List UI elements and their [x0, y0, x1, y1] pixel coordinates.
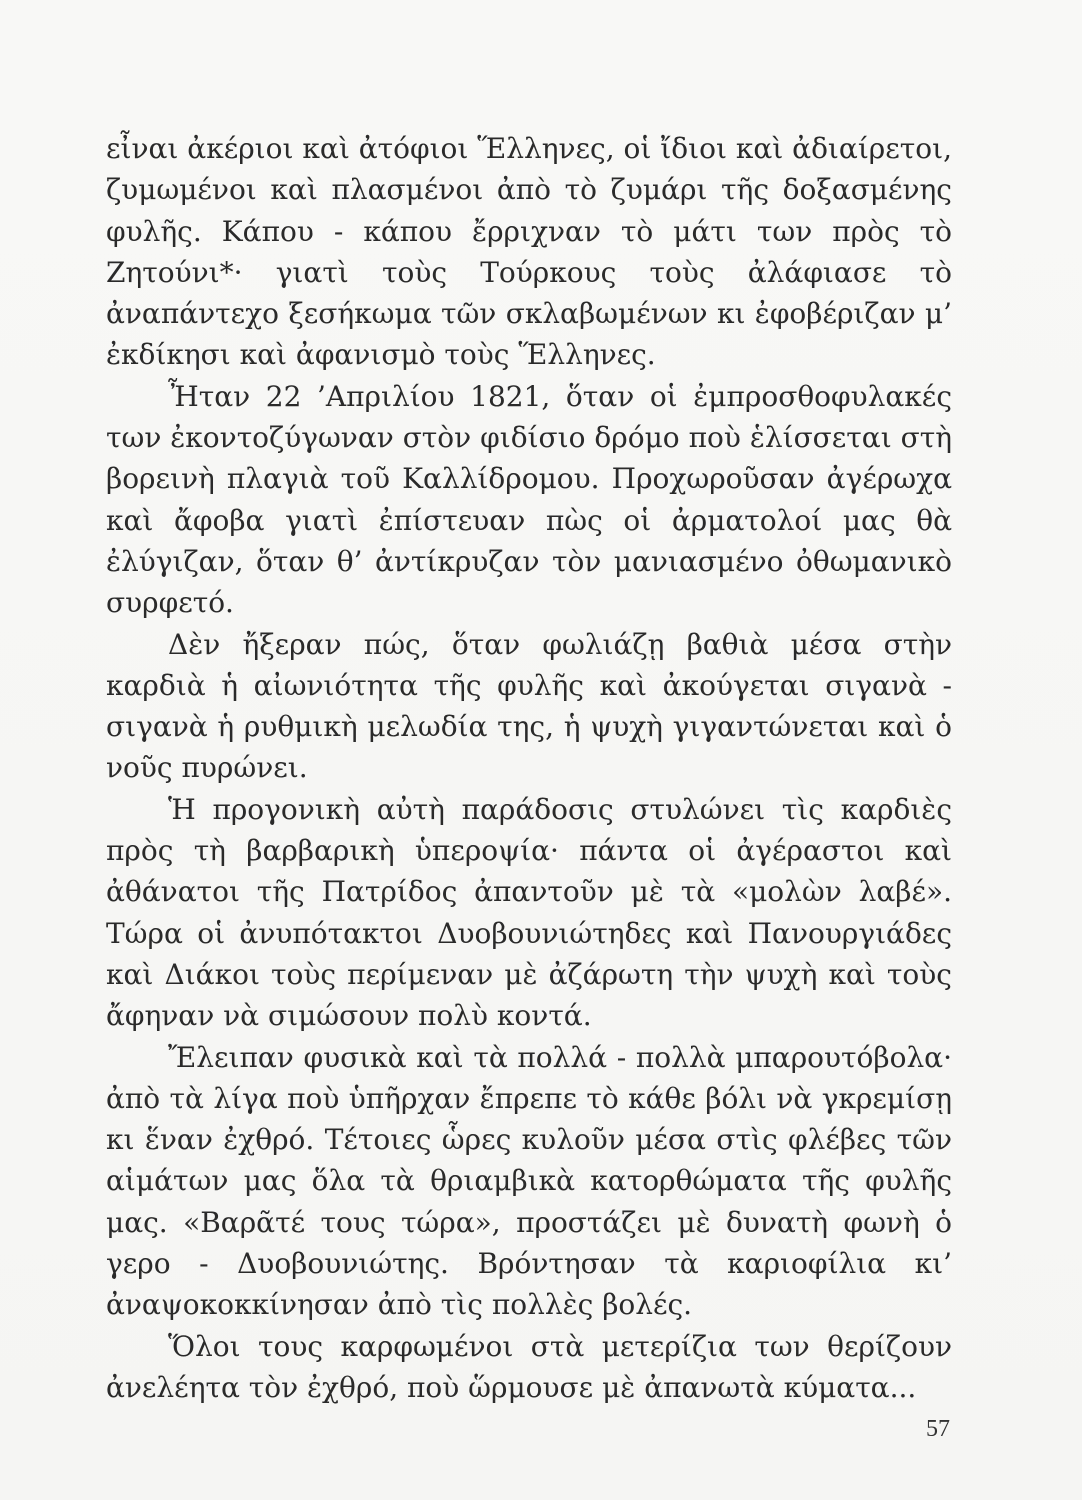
page-number: 57: [926, 1416, 950, 1442]
paragraph-3: Δὲν ἤξεραν πώς, ὅταν φωλιάζῃ βαθιὰ μέσα στὴν καρδιὰ ἡ αἰωνιότητα τῆς φυλῆς καὶ ἀκούγεται σιγανὰ - σιγανὰ ἡ ρυθμικὴ μελωδία της, ἡ ψυχὴ γιγαντώνεται καὶ ὁ νοῦς πυρώνει.: [106, 627, 952, 785]
paragraph-1: εἶναι ἀκέριοι καὶ ἀτόφιοι Ἕλληνες, οἱ ἴδιοι καὶ ἀδιαίρετοι, ζυμωμένοι καὶ πλασμένοι ἀπὸ τὸ ζυμάρι τῆς δοξασμένης φυλῆς. Κάπου - κάπου ἔρριχναν τὸ μάτι των πρὸς τὸ Ζητούνι*· γιατὶ τοὺς Τούρκους τοὺς ἀλάφιασε τὸ ἀναπάντεχο ξεσήκωμα τῶν σκλαβωμένων κι ἐφοβέριζαν μ’ ἐκδίκησι καὶ ἀφανισμὸ τοὺς Ἕλληνες.: [106, 132, 952, 372]
paragraph-2: Ἦταν 22 ’Απριλίου 1821, ὅταν οἱ ἐμπροσθοφυλακές των ἐκοντοζύγωναν στὸν φιδίσιο δρόμο ποὺ ἑλίσσεται στὴ βορεινὴ πλαγιὰ τοῦ Καλλίδρομου. Προχωροῦσαν ἀγέρωχα καὶ ἄφοβα γιατὶ ἐπίστευαν πὼς οἱ ἀρματολοί μας θὰ ἐλύγιζαν, ὅταν θ’ ἀντίκρυζαν τὸν μανιασμένο ὀθωμανικὸ συρφετό.: [106, 379, 952, 620]
paragraph-5: Ἔλειπαν φυσικὰ καὶ τὰ πολλά - πολλὰ μπαρουτόβολα· ἀπὸ τὰ λίγα ποὺ ὑπῆρχαν ἔπρεπε τὸ κάθε βόλι νὰ γκρεμίσῃ κι ἕναν ἐχθρό. Τέτοιες ὧρες κυλοῦν μέσα στὶς φλέβες τῶν αἱμάτων μας ὅλα τὰ θριαμβικὰ κατορθώματα τῆς φυλῆς μας. «Βαρᾶτέ τους τώρα», προστάζει μὲ δυνατὴ φωνὴ ὁ γερο - Δυοβουνιώτης. Βρόντησαν τὰ καριοφίλια κι’ ἀναψοκοκκίνησαν ἀπὸ τὶς πολλὲς βολές.: [106, 1040, 952, 1322]
paragraph-6: Ὅλοι τους καρφωμένοι στὰ μετερίζια των θερίζουν ἀνελέητα τὸν ἐχθρό, ποὺ ὥρμουσε μὲ ἀπανωτὰ κύματα...: [106, 1329, 952, 1404]
body-text: [106, 128, 952, 1408]
paragraph-4: Ἡ προγονικὴ αὐτὴ παράδοσις στυλώνει τὶς καρδιὲς πρὸς τὴ βαρβαρικὴ ὑπεροψία· πάντα οἱ ἀγέραστοι καὶ ἀθάνατοι τῆς Πατρίδος ἀπαντοῦν μὲ τὰ «μολὼν λαβέ». Τώρα οἱ ἀνυπότακτοι Δυοβουνιώτηδες καὶ Πανουργιάδες καὶ Διάκοι τοὺς περίμεναν μὲ ἀζάρωτη τὴν ψυχὴ καὶ τοὺς ἄφηναν νὰ σιμώσουν πολὺ κοντά.: [106, 792, 952, 1033]
